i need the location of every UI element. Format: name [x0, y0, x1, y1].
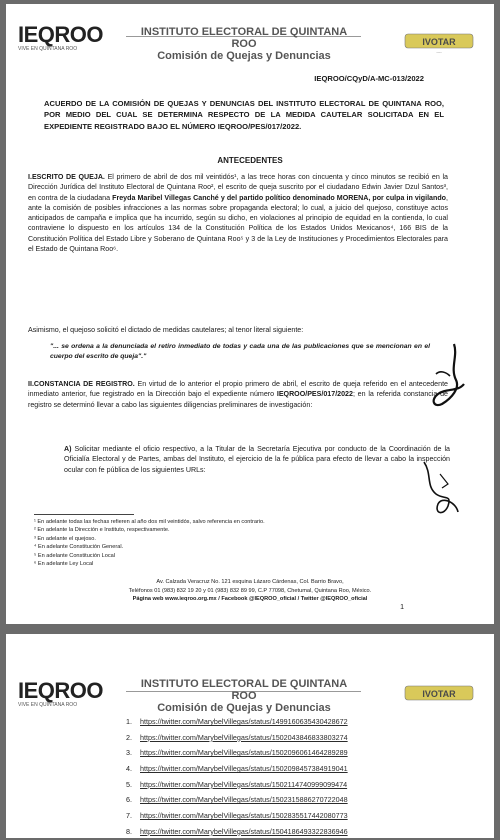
list-item: 4. https://twitter.com/MarybelVillegas/status/1502098457384919041 [126, 764, 348, 774]
list-item: 2. https://twitter.com/MarybelVillegas/status/1502043846833803274 [126, 732, 348, 742]
ivotar-badge-logo [404, 32, 474, 54]
paragraph-escrito-de-queja: I.ESCRITO DE QUEJA. El primero de abril de dos mil veintidós¹, a las trece horas con cincuenta y cinco minutos se recibió en la Dirección Jurídica del Instituto Electoral de Quintana Roo², el escrito de queja suscrito por el ciudadano Edwin Javier Dzul Santos³, en contra de la ciudadana Freyda Maribel Villegas Canché y del partido político denominado MORENA, por culpa in vigilando, ante la comisión de posibles infracciones a las normas sobre propaganda electoral; lo cual, a juicio del quejoso, constituye actos anticipados de campaña e implica que ha incurrido, según su dicho, en violaciones al principio de equidad en la contienda, lo cual contraviene lo dispuesto en los artículos 134 de la Constitución Política de los Estados Unidos Mexicanos⁴, 166 BIS de la Constitución Política del Estado Libre y Soberano de Quintana Roo⁵ y 3 de la Ley de Instituciones y Procedimientos Electorales para el Estado de Quintana Roo⁶. [28, 173, 448, 254]
list-item: 3. https://twitter.com/MarybelVillegas/status/1502096061464289289 [126, 748, 348, 758]
document-reference: IEQROO/CQyD/A-MC-013/2022 [314, 74, 424, 83]
footnote: ⁴ En adelante Constitución General. [34, 544, 124, 551]
footnote: ² En adelante la Dirección e Instituto, respectivamente. [34, 527, 170, 534]
list-item: 5. https://twitter.com/MarybelVillegas/status/1502114740999099474 [126, 779, 348, 789]
page-number: 1 [400, 604, 404, 611]
svg-text:IVOTAR: IVOTAR [422, 37, 456, 47]
commission-name: Comisión de Quejas y Denuncias [157, 50, 331, 62]
url-link[interactable]: https://twitter.com/MarybelVillegas/status/1502835517442080773 [140, 811, 348, 821]
url-list [126, 714, 466, 840]
url-link[interactable]: https://twitter.com/MarybelVillegas/status/1502315886270722048 [140, 795, 348, 805]
svg-text:----: ---- [436, 49, 442, 54]
ieqroo-logo: IEQROO VIVE EN QUINTANA ROO [18, 678, 104, 708]
section-heading: ANTECEDENTES [217, 156, 283, 165]
list-item: 7. https://twitter.com/MarybelVillegas/status/1502835517442080773 [126, 811, 348, 821]
page-header [6, 4, 494, 60]
list-item: 1. https://twitter.com/MarybelVillegas/status/1499160635430428672 [126, 717, 348, 726]
url-link[interactable]: https://twitter.com/MarybelVillegas/status/1502043846833803274 [140, 732, 348, 742]
footnote-rule [34, 514, 134, 515]
paragraph-constancia-de-registro: II.CONSTANCIA DE REGISTRO. En virtud de lo anterior el propio primero de abril, el escrito de queja referido en el antecedente inmediato anterior, fue registrado en la Dirección bajo el expediente número IEQROO/PES/017/2022; en la referida constancia de registro se determinó llevar a cabo las siguientes diligencias preliminares de investigación: [28, 380, 448, 409]
institute-heading: INSTITUTO ELECTORAL DE QUINTANA ROO Comisión de Quejas y Denuncias [140, 678, 348, 714]
institute-heading [134, 26, 354, 62]
footnote: ⁵ En adelante Constitución Local [34, 552, 115, 559]
url-link[interactable]: https://twitter.com/MarybelVillegas/status/1499160635430428672 [140, 717, 348, 726]
document-page-2 [6, 634, 494, 838]
url-link[interactable]: https://twitter.com/MarybelVillegas/status/1502096061464289289 [140, 748, 348, 758]
quoted-request: "... se ordena a la denunciada el retiro inmediato de todas y cada una de las publicaciones que se mencionan en el cuerpo del escrito de queja"." [50, 343, 430, 360]
page-header [6, 634, 494, 714]
document-page-1 [6, 4, 494, 624]
url-link[interactable]: https://twitter.com/MarybelVillegas/status/1502114740999099474 [140, 779, 348, 789]
ivotar-badge-logo [404, 684, 474, 706]
handwritten-signature [424, 334, 474, 414]
paragraph-item-a: A) Solicitar mediante el oficio respectivo, a la Titular de la Secretaría Ejecutiva por conducto de la Coordinación de la Oficialía Electoral y de Partes, ambas del Instituto, el ejercicio de la fe pública para efecto de llevar a cabo la inspección ocular con fe pública de los siguientes URLs: [64, 445, 450, 474]
footnotes [34, 518, 434, 568]
paragraph-medidas-cautelares: Asimismo, el quejoso solicitó el dictado de medidas cautelares; al tenor literal siguiente: [28, 326, 304, 334]
footnote: ¹ En adelante todas las fechas refieren al año dos mil veintidós, salvo referencia en contrario. [34, 519, 265, 525]
handwritten-signature [416, 454, 466, 524]
footnote: ⁶ En adelante Ley Local [34, 561, 94, 568]
list-item: 8. https://twitter.com/MarybelVillegas/status/1504186493322836946 [126, 826, 348, 836]
list-item: 6. https://twitter.com/MarybelVillegas/status/1502315886270722048 [126, 795, 348, 805]
url-link[interactable]: https://twitter.com/MarybelVillegas/status/1502098457384919041 [140, 764, 348, 774]
footer-address: Av. Calzada Veracruz No. 121 esquina Lázaro Cárdenas, Col. Barrio Bravo, Teléfonos 01 (983) 832 19 20 y 01 (983) 832 89 99, C.P 77098, Chetumal, Quintana Roo, México. Página web www.ieqroo.org.mx / Facebook @IEQROO_oficial / Twitter @IEQROO_oficial [128, 579, 372, 603]
document-title: ACUERDO DE LA COMISIÓN DE QUEJAS Y DENUNCIAS DEL INSTITUTO ELECTORAL DE QUINTANA ROO, POR MEDIO DEL CUAL SE DETERMINA RESPECTO DE LA MEDIDA CAUTELAR SOLICITADA EN EL EXPEDIENTE REGISTRADO BAJO EL NÚMERO IEQROO/PES/017/2022. [44, 99, 444, 131]
institute-name: INSTITUTO ELECTORAL DE QUINTANA ROO [140, 26, 348, 50]
url-link[interactable]: https://twitter.com/MarybelVillegas/status/1504186493322836946 [140, 826, 348, 836]
ieqroo-logo: IEQROO VIVE EN QUINTANA ROO [18, 22, 104, 52]
svg-text:IVOTAR: IVOTAR [422, 689, 456, 699]
footnote: ³ En adelante el quejoso. [34, 535, 96, 542]
